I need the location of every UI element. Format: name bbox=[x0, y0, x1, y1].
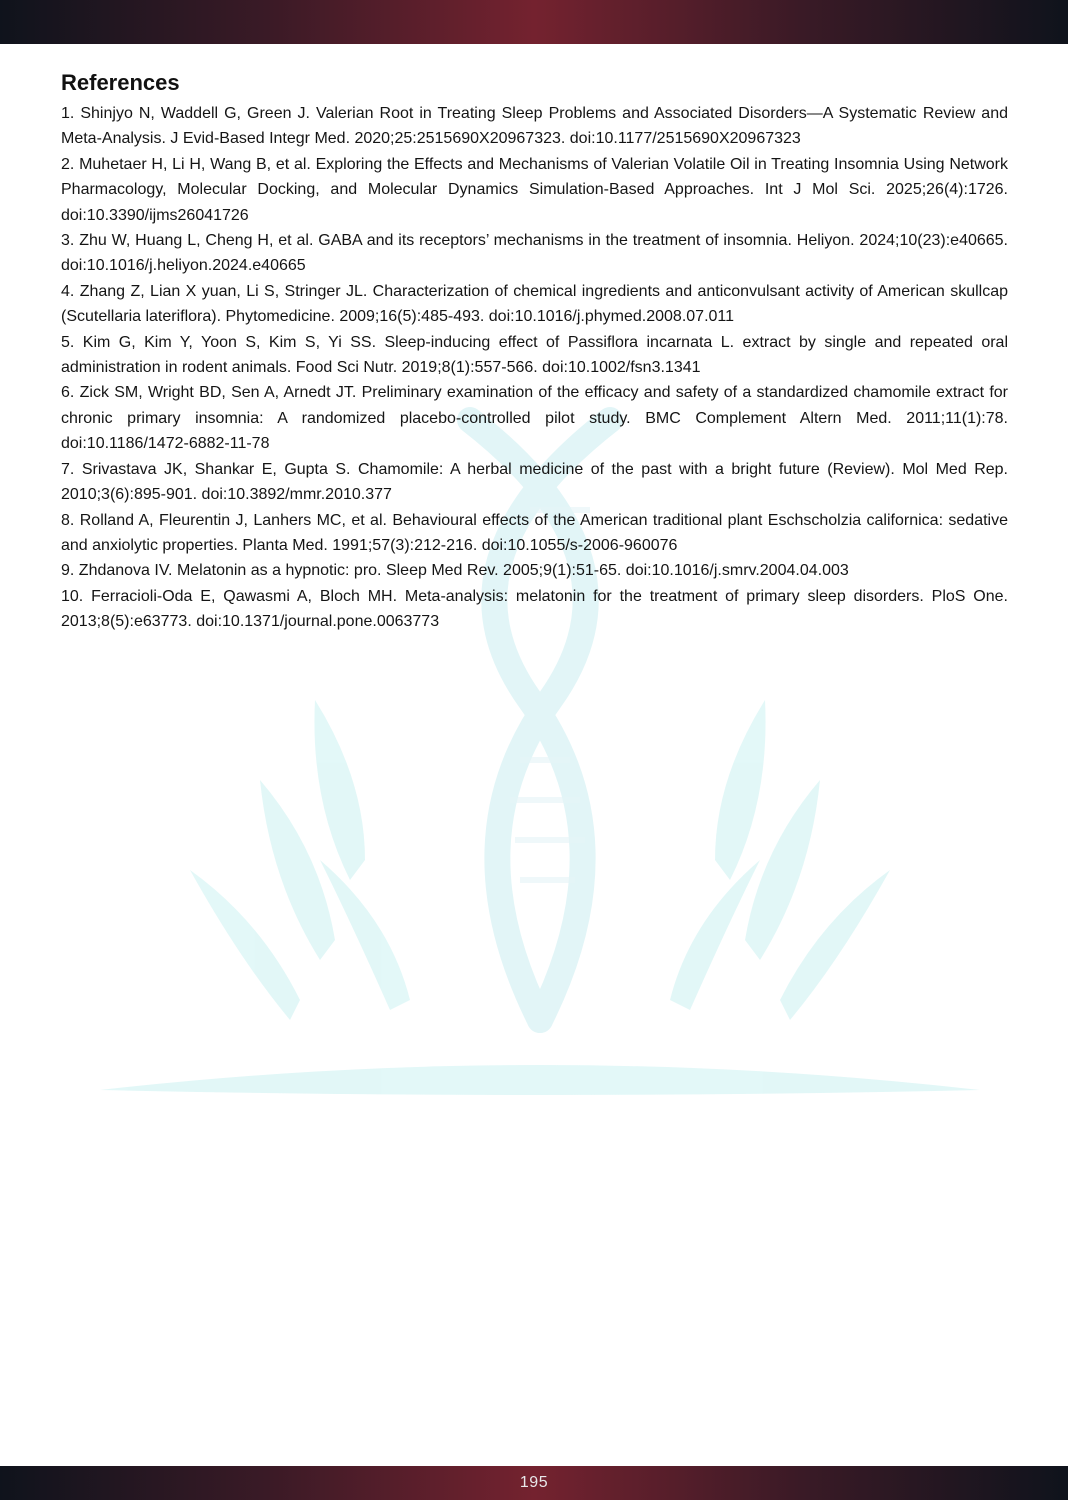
reference-item: 9. Zhdanova IV. Melatonin as a hypnotic: pro. Sleep Med Rev. 2005;9(1):51-65. doi:10.1016/j.smrv.2004.04.003 bbox=[61, 562, 849, 580]
footer-bar bbox=[0, 1466, 1068, 1500]
reference-item: 1. Shinjyo N, Waddell G, Green J. Valerian Root in Treating Sleep Problems and Associated Disorders—A Systematic Review and Meta-Analysis. J Evid-Based Integr Med. 2020;25:2515690X20967323. doi:10.1177/2515690X20967323 bbox=[61, 105, 1008, 148]
reference-item: 8. Rolland A, Fleurentin J, Lanhers MC, et al. Behavioural effects of the American traditional plant Eschscholzia californica: sedative and anxiolytic properties. Planta Med. 1991;57(3):212-216. doi:10.1055/s-2006-960076 bbox=[61, 511, 1008, 554]
header-bar bbox=[0, 0, 1068, 44]
reference-list bbox=[61, 101, 1008, 635]
reference-item: 5. Kim G, Kim Y, Yoon S, Kim S, Yi SS. Sleep-inducing effect of Passiflora incarnata L. extract by single and repeated oral administration in rodent animals. Food Sci Nutr. 2019;8(1):557-566. doi:10.1002/fsn3.1341 bbox=[61, 333, 1008, 377]
reference-item: 7. Srivastava JK, Shankar E, Gupta S. Chamomile: A herbal medicine of the past with a bright future (Review). Mol Med Rep. 2010;3(6):895-901. doi:10.3892/mmr.2010.377 bbox=[61, 460, 1008, 504]
reference-item: 2. Muhetaer H, Li H, Wang B, et al. Exploring the Effects and Mechanisms of Valerian Volatile Oil in Treating Insomnia Using Network Pharmacology, Molecular Docking, and Molecular Dynamics Simulation-Based Approaches. Int J Mol Sci. 2025;26(4):1726. doi:10.3390/ijms26041726 bbox=[61, 155, 1008, 224]
references-section bbox=[61, 68, 1008, 635]
reference-item: 10. Ferracioli-Oda E, Qawasmi A, Bloch MH. Meta-analysis: melatonin for the treatment of primary sleep disorders. PloS One. 2013;8(5):e63773. doi:10.1371/journal.pone.0063773 bbox=[61, 587, 1008, 631]
section-title: References bbox=[61, 70, 180, 95]
reference-item: 3. Zhu W, Huang L, Cheng H, et al. GABA and its receptors’ mechanisms in the treatment of insomnia. Heliyon. 2024;10(23):e40665. doi:10.1016/j.heliyon.2024.e40665 bbox=[61, 232, 1008, 275]
reference-item: 6. Zick SM, Wright BD, Sen A, Arnedt JT. Preliminary examination of the efficacy and safety of a standardized chamomile extract for chronic primary insomnia: A randomized placebo-controlled pilot study. BMC Complement Altern Med. 2011;11(1):78. doi:10.1186/1472-6882-11-78 bbox=[61, 384, 1008, 453]
page-number: 195 bbox=[519, 1474, 549, 1491]
reference-item: 4. Zhang Z, Lian X yuan, Li S, Stringer JL. Characterization of chemical ingredients and anticonvulsant activity of American skullcap (Scutellaria lateriflora). Phytomedicine. 2009;16(5):485-493. doi:10.1016/j.phymed.2008.07.011 bbox=[61, 282, 1008, 326]
